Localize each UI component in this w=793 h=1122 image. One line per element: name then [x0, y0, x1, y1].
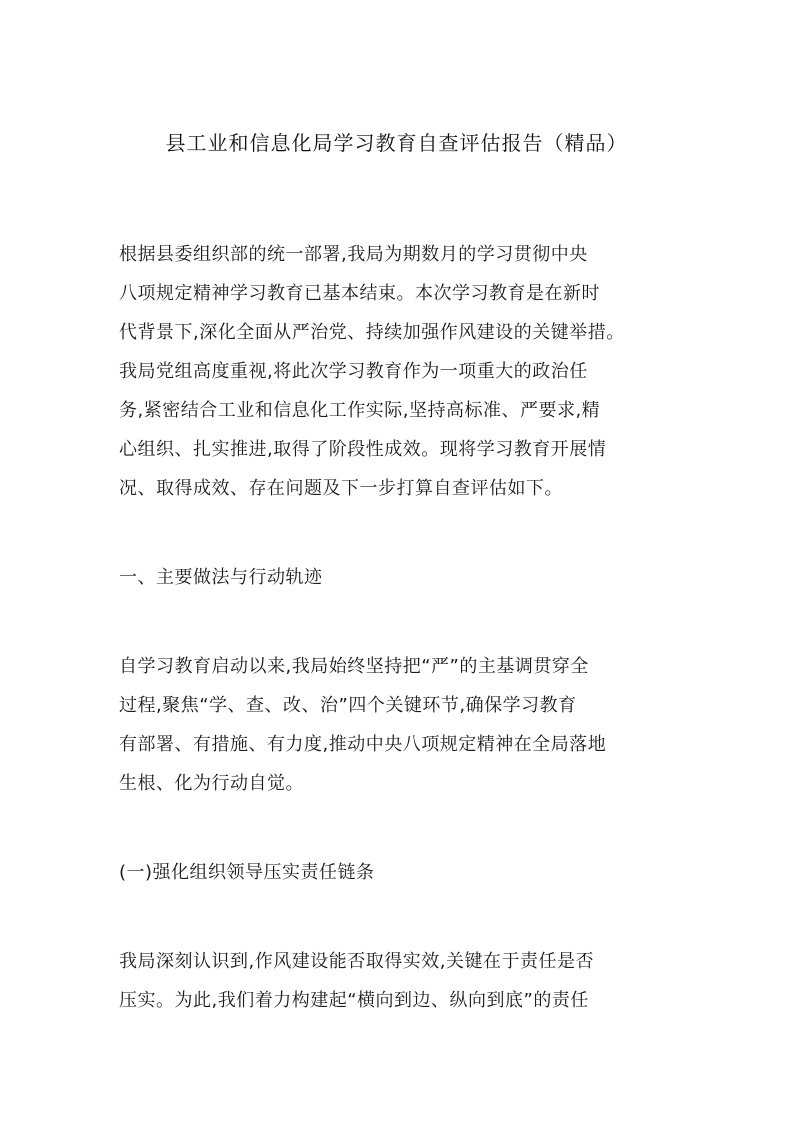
- intro-paragraph: [119, 235, 685, 508]
- subsection-1-paragraph: [119, 942, 685, 1020]
- paragraph-spacer: [119, 597, 685, 647]
- paragraph-line: 我局党组高度重视,将此次学习教育作为一项重大的政治任: [119, 361, 588, 382]
- paragraph-line: 我局深刻认识到,作风建设能否取得实效,关键在于责任是否: [119, 951, 594, 972]
- paragraph-spacer: [119, 892, 685, 942]
- paragraph-line: 生根、化为行动自觉。: [119, 773, 304, 794]
- paragraph-line: 根据县委组织部的统一部署,我局为期数月的学习贯彻中央: [119, 244, 588, 265]
- subsection-heading: [119, 853, 685, 892]
- subsection-1-heading: (一)强化组织领导压实责任链条: [119, 862, 375, 883]
- paragraph-line: 况、取得成效、存在问题及下一步打算自查评估如下。: [119, 478, 563, 499]
- paragraph-line: 代背景下,深化全面从严治党、持续加强作风建设的关键举措。: [119, 322, 625, 343]
- section-1-heading: 一、主要做法与行动轨迹: [119, 567, 323, 588]
- paragraph-line: 有部署、有措施、有力度,推动中央八项规定精神在全局落地: [119, 734, 607, 755]
- paragraph-line: 压实。为此,我们着力构建起“横向到边、纵向到底”的责任: [119, 990, 589, 1011]
- document-title: 县工业和信息化局学习教育自查评估报告（精品）: [165, 131, 628, 155]
- paragraph-spacer: [119, 508, 685, 558]
- paragraph-line: 自学习教育启动以来,我局始终坚持把“严”的主基调贯穿全: [119, 656, 589, 677]
- paragraph-line: 八项规定精神学习教育已基本结束。本次学习教育是在新时: [119, 283, 600, 304]
- paragraph-line: 心组织、扎实推进,取得了阶段性成效。现将学习教育开展情: [119, 439, 607, 460]
- section-1-paragraph: [119, 647, 685, 803]
- section-heading: [119, 558, 685, 597]
- document-body: [119, 235, 685, 1020]
- paragraph-spacer: [119, 803, 685, 853]
- paragraph-line: 过程,聚焦“学、查、改、治”四个关键环节,确保学习教育: [119, 695, 577, 716]
- paragraph-line: 务,紧密结合工业和信息化工作实际,坚持高标准、严要求,精: [119, 400, 601, 421]
